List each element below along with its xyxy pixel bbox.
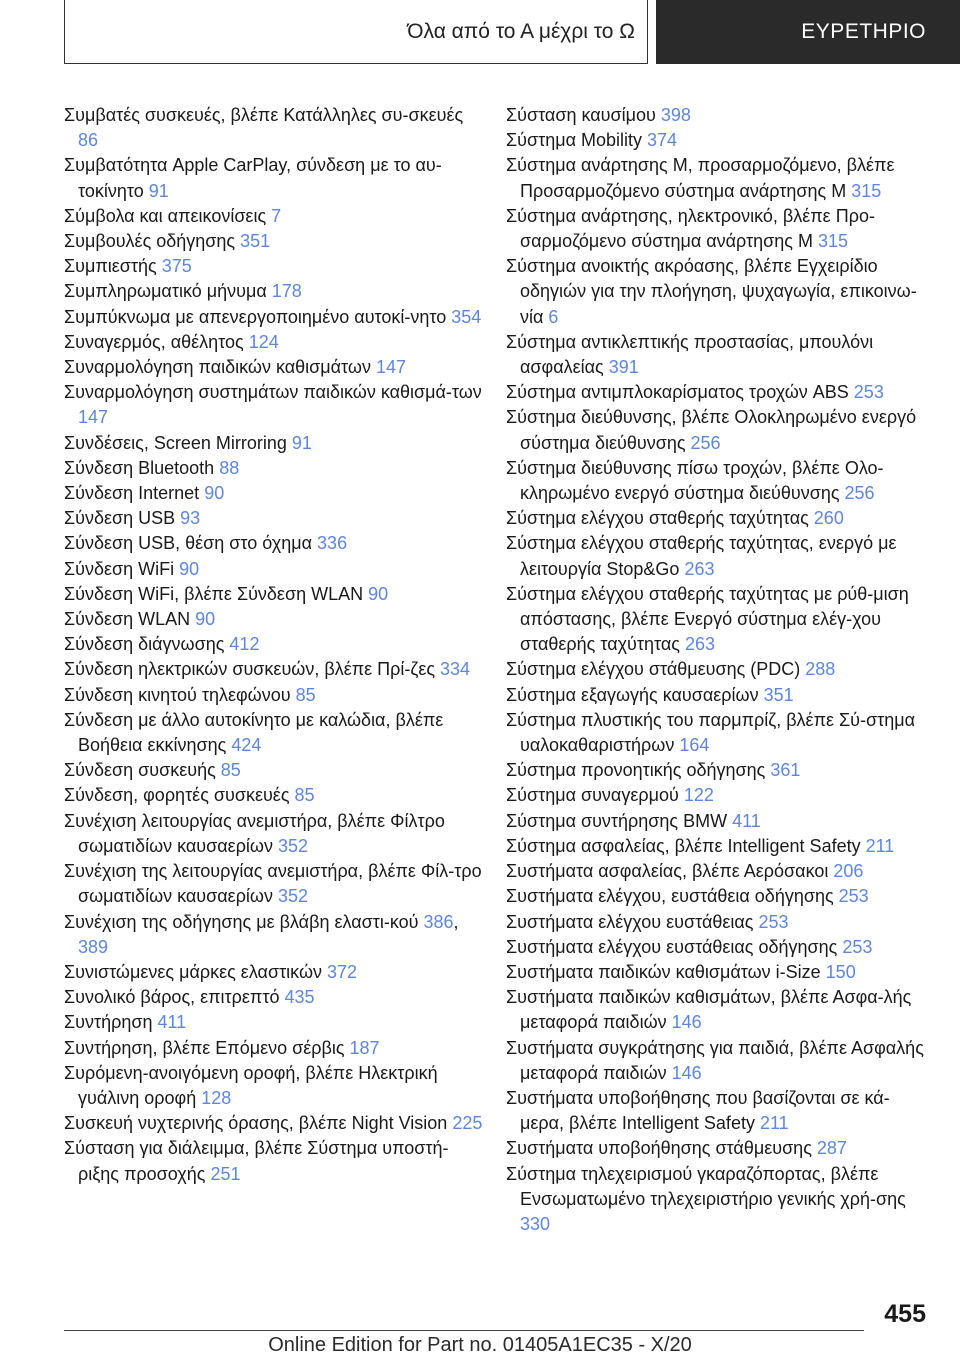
index-entry-text: Σύστημα διεύθυνσης, βλέπε Ολοκληρωμένο ενεργό σύστημα διεύθυνσης (506, 407, 917, 453)
index-entry-text: Συναρμολόγηση συστημάτων παιδικών καθισμά-των (64, 382, 482, 403)
index-entry (64, 456, 488, 481)
page-link[interactable]: 147 (78, 407, 109, 428)
page-link[interactable]: 253 (842, 936, 873, 957)
index-entry-text: Συμπιεστής (64, 256, 162, 277)
index-entry (506, 531, 930, 581)
index-entry (64, 910, 488, 960)
index-entry (64, 330, 488, 355)
section-tab (64, 0, 648, 64)
page-link[interactable]: 187 (349, 1037, 380, 1058)
page-link[interactable]: 150 (825, 961, 856, 982)
page-separator: , (453, 911, 459, 932)
page-link[interactable]: 124 (248, 331, 279, 352)
index-entry-text: Σύστημα διεύθυνσης πίσω τροχών, βλέπε Ολο-κληρωμένο ενεργό σύστημα διεύθυνσης (506, 457, 884, 504)
page-link[interactable]: 330 (520, 1213, 551, 1234)
page-link[interactable]: 354 (451, 306, 482, 327)
page-link[interactable]: 374 (647, 130, 678, 151)
index-entry (64, 279, 488, 304)
page-link[interactable]: 88 (219, 457, 240, 478)
page-link[interactable]: 263 (684, 558, 715, 579)
index-entry-text: Σύνδεση ηλεκτρικών συσκευών, βλέπε Πρί-ζες (64, 659, 441, 680)
index-entry-text: Συστήματα υποβοήθησης στάθμευσης (506, 1138, 817, 1159)
page-link[interactable]: 398 (660, 105, 691, 125)
page-link[interactable]: 122 (683, 785, 714, 806)
index-entry-text: Συναγερμός, αθέλητος (64, 331, 249, 352)
index-entry-text: Σύστημα αντιμπλοκαρίσματος τροχών ABS (506, 382, 854, 403)
index-entry-text: Σύνδεση κινητού τηλεφώνου (64, 684, 296, 705)
index-entry-text: Σύνδεση WiFi (64, 558, 180, 579)
index-entry (64, 783, 488, 808)
index-entry (64, 1136, 488, 1186)
index-entry-text: Συντήρηση, βλέπε Επόμενο σέρβις (64, 1037, 350, 1058)
index-entry (506, 128, 930, 153)
page-link[interactable]: 389 (78, 936, 109, 957)
page-link[interactable]: 386 (423, 911, 454, 932)
page-link[interactable]: 211 (865, 835, 895, 856)
index-entry-text: Σύμβολα και απεικονίσεις (64, 205, 272, 226)
page-link[interactable]: 225 (452, 1113, 483, 1134)
index-entry (506, 985, 930, 1035)
index-entry-text: Συστήματα υποβοήθησης που βασίζονται σε κά-μερα, βλέπε Intelligent Safety (506, 1087, 890, 1134)
footer-edition: Online Edition for Part no. 01405A1EC35 - X/20 (268, 1334, 692, 1356)
index-entry-text: Σύστημα ανάρτησης, ηλεκτρονικό, βλέπε Προ-σαρμοζόμενο σύστημα ανάρτησης M (506, 205, 875, 252)
index-entry (506, 204, 930, 254)
page-link[interactable]: 352 (278, 886, 309, 907)
index-entry-text: Σύστημα ελέγχου σταθερής ταχύτητας, ενεργό με λειτουργία Stop&Go (506, 533, 897, 579)
index-entry-text: Σύσταση καυσίμου (506, 105, 661, 125)
index-entry (506, 758, 930, 783)
index-entry (506, 935, 930, 960)
index-entry (64, 380, 488, 430)
page-link[interactable]: 164 (679, 735, 710, 756)
index-entry (64, 809, 488, 859)
index-entry-text: Σύστημα ασφαλείας, βλέπε Intelligent Safety (506, 835, 866, 856)
index-entry-text: Συμπληρωματικό μήνυμα (64, 281, 272, 302)
page-link[interactable]: 206 (833, 861, 864, 882)
index-entry (64, 1036, 488, 1061)
index-entry-text: Συναρμολόγηση παιδικών καθισμάτων (64, 357, 376, 378)
index-entry (506, 1086, 930, 1136)
index-entry (64, 305, 488, 330)
index-entry-text: Σύνδεση WiFi, βλέπε Σύνδεση WLAN (64, 583, 369, 604)
index-entry-text: Σύσταση για διάλειμμα, βλέπε Σύστημα υποστή-ριξης προσοχής (64, 1138, 449, 1184)
index-tab[interactable] (656, 0, 960, 64)
index-columns (64, 103, 930, 1273)
index-entry-text: Σύστημα αντικλεπτικής προστασίας, μπουλόνι ασφαλείας (506, 331, 874, 378)
page-link[interactable]: 288 (805, 659, 836, 680)
page-link[interactable]: 86 (78, 130, 99, 151)
index-entry (64, 607, 488, 632)
page-link[interactable]: 6 (548, 306, 559, 327)
index-entry-text: Σύνδεση συσκευής (64, 760, 221, 781)
page-link[interactable]: 287 (816, 1138, 847, 1159)
page-link[interactable]: 85 (220, 760, 241, 781)
page-link[interactable]: 85 (295, 684, 316, 705)
page-link[interactable]: 147 (375, 357, 406, 378)
index-entry-text: Σύνδεση USB, θέση στο όχημα (64, 533, 318, 554)
index-entry (64, 506, 488, 531)
index-entry-text: Σύστημα πλυστικής του παρμπρίζ, βλέπε Σύ-στημα υαλοκαθαριστήρων (506, 709, 915, 756)
index-entry (506, 153, 930, 203)
index-entry-text: Σύνδεση διάγνωσης (64, 634, 230, 655)
index-entry-text: Συμβουλές οδήγησης (64, 231, 241, 252)
section-title: Όλα από το Α μέχρι το Ω (407, 19, 635, 43)
page-link[interactable]: 91 (148, 180, 169, 201)
index-entry (64, 960, 488, 985)
page-link[interactable]: 90 (195, 609, 216, 630)
index-entry (64, 229, 488, 254)
index-entry-text: Σύστημα ελέγχου σταθερής ταχύτητας (506, 508, 814, 529)
page-link[interactable]: 263 (684, 634, 715, 655)
page-header (64, 0, 960, 64)
page-link[interactable]: 211 (759, 1113, 789, 1134)
index-entry (506, 910, 930, 935)
page-link[interactable]: 7 (271, 205, 282, 226)
index-entry (64, 355, 488, 380)
page-link[interactable]: 253 (853, 382, 884, 403)
index-entry (64, 103, 488, 153)
index-entry-text: Σύνδεση, φορητές συσκευές (64, 785, 295, 806)
index-column-left (64, 103, 488, 1273)
index-entry (506, 834, 930, 859)
index-entry-text: Συσκευή νυχτερινής όρασης, βλέπε Night Vision (64, 1113, 453, 1134)
index-entry-text: Συστήματα ελέγχου ευστάθειας (506, 911, 759, 932)
index-entry (506, 960, 930, 985)
page-link[interactable]: 251 (210, 1163, 241, 1184)
index-entry-text: Σύστημα εξαγωγής καυσαερίων (506, 684, 764, 705)
index-entry-text: Σύνδεση Bluetooth (64, 457, 220, 478)
index-entry-text: Συστήματα συγκράτησης για παιδιά, βλέπε Ασφαλής μεταφορά παιδιών (506, 1037, 924, 1083)
index-entry-text: Σύνδεση USB (64, 508, 181, 529)
page-link[interactable]: 146 (671, 1012, 702, 1033)
index-entry-text: Σύνδεση με άλλο αυτοκίνητο με καλώδια, βλέπε Βοήθεια εκκίνησης (64, 709, 444, 756)
index-entry (64, 1010, 488, 1035)
index-entry (506, 1036, 930, 1086)
page-link[interactable]: 411 (732, 810, 761, 831)
page-link[interactable]: 315 (817, 231, 849, 252)
index-entry (506, 380, 930, 405)
page-link[interactable]: 90 (204, 483, 225, 504)
index-entry (64, 153, 488, 203)
page-link[interactable]: 256 (690, 432, 721, 453)
index-entry-text: Συνέχιση της οδήγησης με βλάβη ελαστι-κού (64, 911, 424, 932)
index-entry-text: Σύστημα συντήρησης BMW (506, 810, 733, 831)
index-entry (64, 557, 488, 582)
page-link[interactable]: 412 (229, 634, 260, 655)
index-entry (64, 708, 488, 758)
page-link[interactable]: 93 (180, 508, 201, 529)
index-entry-text: Συστήματα ελέγχου, ευστάθεια οδήγησης (506, 886, 839, 907)
footer-rule (64, 1330, 864, 1331)
index-entry-text: Συστήματα ελέγχου ευστάθειας οδήγησης (506, 936, 843, 957)
index-column-right (506, 103, 930, 1273)
index-entry-text: Σύνδεση Internet (64, 483, 205, 504)
index-entry (64, 632, 488, 657)
index-entry (64, 985, 488, 1010)
index-entry-text: Συνολικό βάρος, επιτρεπτό (64, 987, 285, 1008)
index-entry (64, 1061, 488, 1111)
index-entry-text: Σύστημα ελέγχου στάθμευσης (PDC) (506, 659, 806, 680)
page-link[interactable]: 334 (440, 659, 471, 680)
page-link[interactable]: 128 (201, 1087, 232, 1108)
index-entry (506, 884, 930, 909)
index-entry-text: Συμβατές συσκευές, βλέπε Κατάλληλες συ-σκευές (64, 105, 464, 125)
index-entry (506, 809, 930, 834)
page-link[interactable]: 411 (157, 1012, 187, 1033)
page-link[interactable]: 336 (317, 533, 348, 554)
index-entry (506, 103, 930, 128)
page-link[interactable]: 375 (161, 256, 192, 277)
page-link[interactable]: 90 (368, 583, 389, 604)
index-entry-text: Συστήματα παιδικών καθισμάτων, βλέπε Ασφα-λής μεταφορά παιδιών (506, 987, 912, 1033)
page-link[interactable]: 351 (240, 231, 271, 252)
page-link[interactable]: 146 (671, 1062, 702, 1083)
page-link[interactable]: 253 (838, 886, 869, 907)
index-entry (64, 683, 488, 708)
index-entry-text: Συμπύκνωμα με απενεργοποιημένο αυτοκί-νητο (64, 306, 452, 327)
index-entry (64, 531, 488, 556)
index-entry-text: Συντήρηση (64, 1012, 158, 1033)
index-entry (64, 254, 488, 279)
index-entry-text: Συρόμενη-ανοιγόμενη οροφή, βλέπε Ηλεκτρική γυάλινη οροφή (64, 1062, 438, 1108)
index-entry (506, 254, 930, 330)
index-entry (506, 859, 930, 884)
index-entry (506, 582, 930, 658)
index-entry-text: Σύστημα ανοικτής ακρόασης, βλέπε Εγχειρίδιο οδηγιών για την πλοήγηση, ψυχαγωγία, επικοινω-νία (506, 256, 917, 327)
index-entry (64, 1111, 488, 1136)
page-link[interactable]: 352 (278, 835, 309, 856)
index-entry (506, 405, 930, 455)
page-link[interactable]: 391 (608, 357, 639, 378)
index-entry (506, 683, 930, 708)
page-link[interactable]: 260 (813, 508, 844, 529)
index-entry-text: Συνέχιση της λειτουργίας ανεμιστήρα, βλέπε Φίλ-τρο σωματιδίων καυσαερίων (64, 861, 482, 907)
index-entry-text: Σύστημα Mobility (506, 130, 647, 151)
index-entry-text: Σύστημα ελέγχου σταθερής ταχύτητας με ρύθ-μιση απόστασης, βλέπε Ενεργό σύστημα ελέγ-χου σταθερής ταχύτητας (506, 583, 909, 655)
index-entry (64, 481, 488, 506)
page-link[interactable]: 91 (291, 432, 312, 453)
index-entry (506, 783, 930, 808)
index-entry (506, 657, 930, 682)
index-entry (64, 582, 488, 607)
index-entry (64, 657, 488, 682)
index-entry (506, 1136, 930, 1161)
index-entry (506, 456, 930, 506)
page-number: 455 (884, 1300, 926, 1328)
index-entry (64, 204, 488, 229)
index-entry (64, 859, 488, 909)
page-link[interactable]: 361 (770, 760, 801, 781)
index-entry (506, 1162, 930, 1238)
page-link[interactable]: 90 (179, 558, 200, 579)
page-link[interactable]: 256 (844, 483, 875, 504)
index-entry (506, 506, 930, 531)
index-entry (506, 708, 930, 758)
index-entry (506, 330, 930, 380)
index-entry-text: Συνέχιση λειτουργίας ανεμιστήρα, βλέπε Φίλτρο σωματιδίων καυσαερίων (64, 810, 445, 856)
page-link[interactable]: 435 (284, 987, 315, 1008)
index-entry-text: Συνδέσεις, Screen Mirroring (64, 432, 292, 453)
page-link[interactable]: 85 (294, 785, 315, 806)
index-entry-text: Συνιστώμενες μάρκες ελαστικών (64, 961, 328, 982)
index-entry-text: Σύστημα προνοητικής οδήγησης (506, 760, 771, 781)
index-entry (64, 431, 488, 456)
index-entry (64, 758, 488, 783)
index-entry-text: Συστήματα παιδικών καθισμάτων i-Size (506, 961, 826, 982)
index-entry-text: Σύστημα τηλεχειρισμού γκαραζόπορτας, βλέπε Ενσωματωμένο τηλεχειριστήριο γενικής χρή-σης (506, 1163, 906, 1209)
index-entry-text: Σύστημα ανάρτησης M, προσαρμοζόμενο, βλέπε Προσαρμοζόμενο σύστημα ανάρτησης M (506, 155, 895, 201)
index-entry-text: Σύνδεση WLAN (64, 609, 196, 630)
page-link[interactable]: 351 (763, 684, 794, 705)
page-link[interactable]: 178 (271, 281, 302, 302)
page-link[interactable]: 372 (327, 961, 358, 982)
index-tab-label: ΕΥΡΕΤΗΡΙΟ (801, 20, 926, 43)
page-link[interactable]: 253 (758, 911, 789, 932)
index-entry-text: Σύστημα συναγερμού (506, 785, 684, 806)
page-link[interactable]: 315 (851, 180, 882, 201)
index-entry-text: Συμβατότητα Apple CarPlay, σύνδεση με το αυ-τοκίνητο (64, 155, 442, 201)
page-link[interactable]: 424 (231, 735, 262, 756)
index-entry-text: Συστήματα ασφαλείας, βλέπε Αερόσακοι (506, 861, 834, 882)
